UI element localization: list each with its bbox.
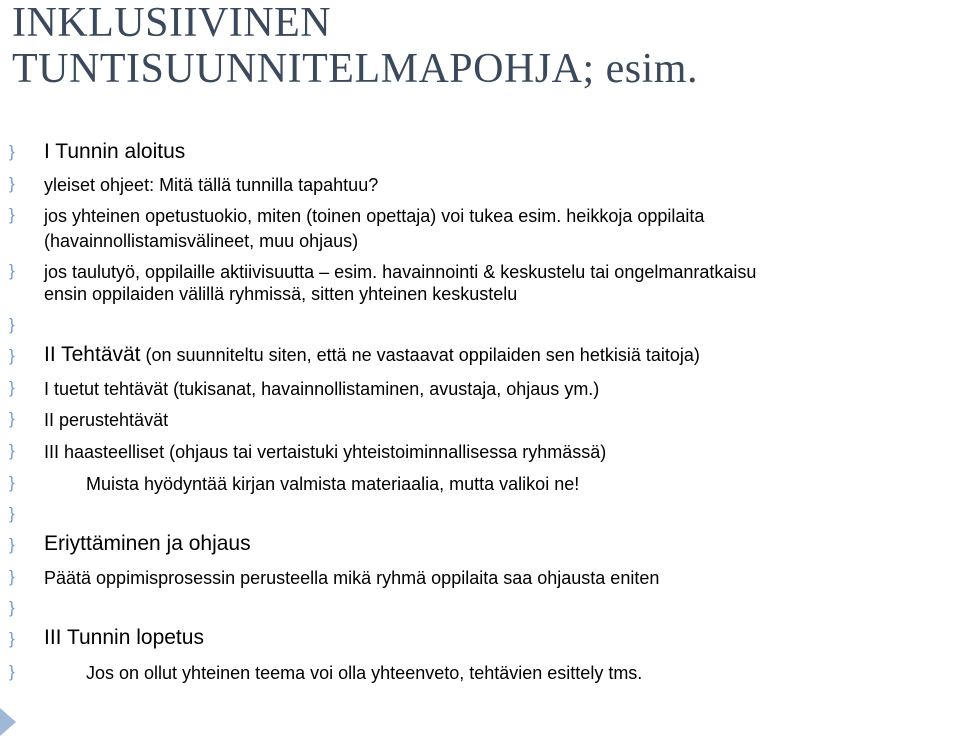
bullet-icon: } bbox=[9, 598, 15, 617]
bullet-icon: } bbox=[9, 378, 15, 397]
title-line-1: INKLUSIIVINEN bbox=[12, 0, 332, 46]
list-item-text: jos taulutyö, oppilaille aktiivisuutta – esim. havainnointi & keskustelu tai ongelmanratkaisu bbox=[44, 262, 757, 282]
bullet-icon: } bbox=[9, 473, 15, 492]
list-item-text: II perustehtävät bbox=[44, 410, 169, 430]
list-item-text: Päätä oppimisprosessin perusteella mikä ryhmä oppilaita saa ohjausta eniten bbox=[44, 568, 660, 588]
list-item-text bbox=[44, 343, 949, 367]
bullet-icon: } bbox=[9, 662, 15, 681]
corner-triangle-icon bbox=[0, 708, 16, 736]
section-heading-tehtavat: II Tehtävät bbox=[44, 343, 141, 366]
list-item-text: yleiset ohjeet: Mitä tällä tunnilla tapahtuu? bbox=[44, 175, 379, 195]
bullet-icon: } bbox=[9, 315, 15, 334]
bullet-icon: } bbox=[9, 261, 15, 280]
list-item-text-continued: (havainnollistamisvälineet, muu ohjaus) bbox=[44, 231, 359, 251]
list-item-text: I tuetut tehtävät (tukisanat, havainnollistaminen, avustaja, ohjaus ym.) bbox=[44, 379, 600, 399]
bullet-icon: } bbox=[9, 346, 15, 365]
bullet-icon: } bbox=[9, 567, 15, 586]
page-title bbox=[12, 0, 698, 92]
section-heading-note: (on suunniteltu siten, että ne vastaavat oppilaiden sen hetkisiä taitoja) bbox=[140, 345, 700, 365]
bullet-icon: } bbox=[9, 504, 15, 523]
section-heading-aloitus: I Tunnin aloitus bbox=[44, 140, 186, 163]
list-item-text: jos yhteinen opetustuokio, miten (toinen opettaja) voi tukea esim. heikkoja oppilaita bbox=[44, 206, 705, 226]
bullet-icon: } bbox=[9, 441, 15, 460]
list-item-text: III haasteelliset (ohjaus tai vertaistuki yhteistoiminnallisessa ryhmässä) bbox=[44, 442, 607, 462]
bullet-icon: } bbox=[9, 535, 15, 554]
section-heading-lopetus: III Tunnin lopetus bbox=[44, 626, 204, 649]
bullet-icon: } bbox=[9, 409, 15, 428]
list-item-text-continued: ensin oppilaiden välillä ryhmissä, sitten yhteinen keskustelu bbox=[44, 284, 518, 304]
bullet-icon: } bbox=[9, 205, 15, 224]
section-heading-eriyttaminen: Eriyttäminen ja ohjaus bbox=[44, 532, 251, 555]
list-item-text: Muista hyödyntää kirjan valmista materiaalia, mutta valikoi ne! bbox=[86, 474, 580, 494]
bullet-icon: } bbox=[9, 142, 15, 161]
bullet-icon: } bbox=[9, 629, 15, 648]
bullet-icon: } bbox=[9, 174, 15, 193]
list-item-text: Jos on ollut yhteinen teema voi olla yhteenveto, tehtävien esittely tms. bbox=[86, 663, 643, 683]
title-line-2: TUNTISUUNNITELMAPOHJA; esim. bbox=[12, 46, 698, 92]
